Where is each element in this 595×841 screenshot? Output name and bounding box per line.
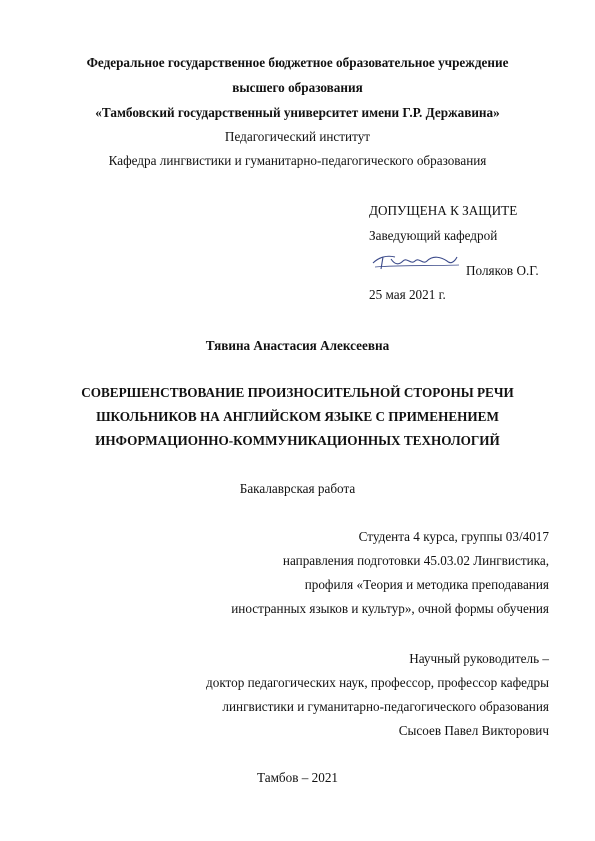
supervisor-info-line: Научный руководитель –: [409, 651, 549, 666]
thesis-title-line: СОВЕРШЕНСТВОВАНИЕ ПРОИЗНОСИТЕЛЬНОЙ СТОРОНЫ РЕЧИ: [81, 385, 514, 400]
student-info-line: Студента 4 курса, группы 03/4017: [358, 529, 549, 544]
org-line-2: высшего образования: [232, 80, 363, 95]
approval-status: ДОПУЩЕНА К ЗАЩИТЕ: [369, 203, 518, 218]
supervisor-info-line: доктор педагогических наук, профессор, профессор кафедры: [206, 675, 549, 690]
thesis-title-line: ИНФОРМАЦИОННО-КОММУНИКАЦИОННЫХ ТЕХНОЛОГИЙ: [95, 433, 500, 448]
author-name: Тявина Анастасия Алексеевна: [205, 338, 390, 353]
approval-name: Поляков О.Г.: [466, 263, 539, 278]
supervisor-info-line: лингвистики и гуманитарно-педагогического образования: [222, 699, 549, 714]
org-line-1: Федеральное государственное бюджетное образовательное учреждение: [86, 55, 509, 70]
student-info-line: направления подготовки 45.03.02 Лингвистика,: [282, 553, 549, 568]
supervisor-info-line: Сысоев Павел Викторович: [398, 723, 549, 738]
university-name: «Тамбовский государственный университет имени Г.Р. Державина»: [95, 105, 500, 120]
city-year: Тамбов – 2021: [256, 770, 339, 785]
work-type: Бакалаврская работа: [239, 481, 356, 496]
institute-name: Педагогический институт: [224, 129, 371, 144]
department-name: Кафедра лингвистики и гуманитарно-педагогического образования: [108, 153, 487, 168]
approval-date: 25 мая 2021 г.: [369, 287, 446, 302]
student-info-line: иностранных языков и культур», очной формы обучения: [231, 601, 549, 616]
student-info-line: профиля «Теория и методика преподавания: [304, 577, 549, 592]
thesis-title-line: ШКОЛЬНИКОВ НА АНГЛИЙСКОМ ЯЗЫКЕ С ПРИМЕНЕНИЕМ: [96, 409, 499, 424]
approval-role: Заведующий кафедрой: [369, 228, 498, 243]
signature-image: [369, 249, 461, 275]
